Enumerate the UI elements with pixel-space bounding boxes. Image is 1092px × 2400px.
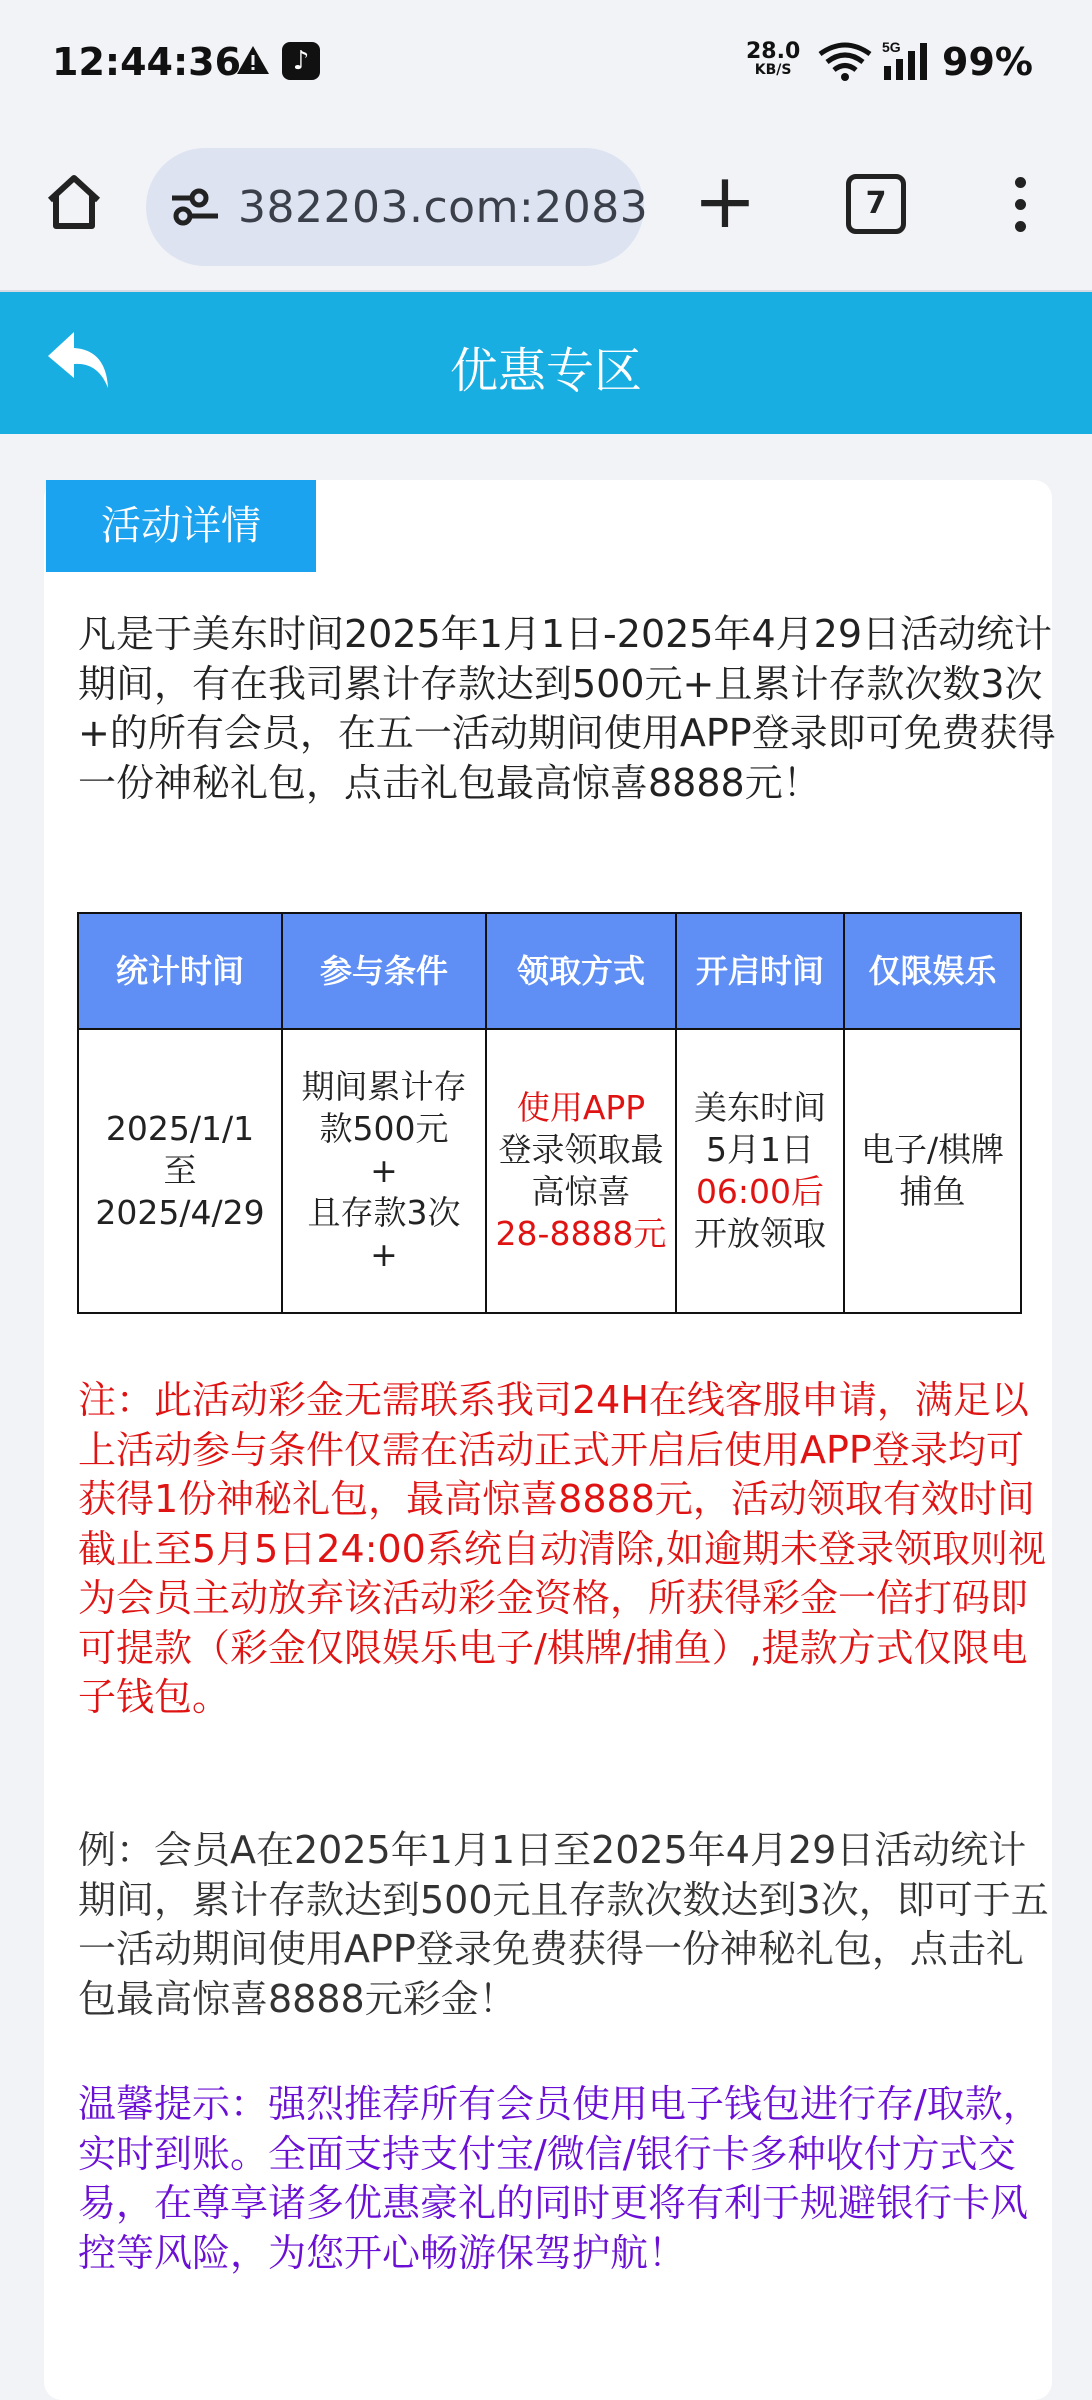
- page-header: [0, 292, 1092, 434]
- home-icon: [42, 170, 106, 234]
- table-cell-condition: 期间累计存款500元 + 且存款3次 +: [282, 1029, 486, 1313]
- example-text: 例：会员A在2025年1月1日至2025年4月29日活动统计期间，累计存款达到500元且存款次数达到3次，即可于五一活动期间使用APP登录免费获得一份神秘礼包，点击礼包最高惊喜8888元彩金！: [78, 1828, 1049, 2021]
- url-text[interactable]: 382203.com:2083: [238, 182, 649, 233]
- page-title: 优惠专区: [449, 343, 642, 399]
- section-tag: 活动详情: [46, 480, 316, 572]
- table-header: 统计时间: [78, 913, 282, 1029]
- browser-toolbar: [0, 130, 1092, 292]
- table-cell-entertainment: 电子/棋牌 捕鱼: [844, 1029, 1021, 1313]
- net-speed-value: 28.0: [746, 39, 801, 64]
- address-bar[interactable]: [146, 148, 649, 266]
- warning-icon: [236, 44, 270, 80]
- plus-icon: +: [693, 156, 757, 245]
- table-cell-period: 2025/1/1 至 2025/4/29: [78, 1029, 282, 1313]
- table-header: 开启时间: [676, 913, 844, 1029]
- table-cell-open-time: 美东时间 5月1日 06:00后 开放领取: [676, 1029, 844, 1313]
- new-tab-button[interactable]: [690, 156, 760, 245]
- battery-level: 99%: [942, 40, 1033, 84]
- home-button[interactable]: [42, 170, 106, 234]
- note-text: 注：此活动彩金无需联系我司24H在线客服申请，满足以上活动参与条件仅需在活动正式开启后使用APP登录均可获得1份神秘礼包，最高惊喜8888元，活动领取有效时间截止至5月5日24:00系统自动清除,如逾期未登录领取则视为会员主动放弃该活动彩金资格，所获得彩金一倍打码即可提款（彩金仅限娱乐电子/棋牌/捕鱼）,提款方式仅限电子钱包。: [78, 1378, 1046, 1719]
- tabs-button[interactable]: [846, 174, 906, 234]
- site-settings-icon[interactable]: [168, 184, 222, 234]
- net-speed: [746, 39, 801, 78]
- status-time: 12:44:36: [52, 40, 242, 84]
- promo-card: [44, 480, 1056, 2400]
- table-cell-claim: 使用APP 登录领取最高惊喜 28-8888元: [486, 1029, 676, 1313]
- tab-count: 7: [865, 186, 887, 221]
- table-row: [78, 1029, 1021, 1313]
- tiktok-icon: ♪: [282, 42, 320, 80]
- more-vert-icon[interactable]: [1000, 170, 1040, 250]
- activity-table: [77, 912, 1022, 1314]
- net-speed-unit: KB/S: [754, 62, 792, 78]
- signal-icon: [882, 40, 938, 88]
- wifi-icon: [818, 42, 872, 86]
- tip-text: 温馨提示：强烈推荐所有会员使用电子钱包进行存/取款，实时到账。全面支持支付宝/微信/银行卡多种收付方式交易，在尊享诸多优惠豪礼的同时更将有利于规避银行卡风控等风险，为您开心畅游保驾护航！: [78, 2082, 1041, 2275]
- table-header-row: [78, 913, 1021, 1029]
- status-bar: [0, 0, 1092, 130]
- table-header: 参与条件: [282, 913, 486, 1029]
- table-header: 仅限娱乐: [844, 913, 1021, 1029]
- intro-text: 凡是于美东时间2025年1月1日-2025年4月29日活动统计期间，有在我司累计存款达到500元+且累计存款次数3次+的所有会员，在五一活动期间使用APP登录即可免费获得一份神秘礼包，点击礼包最高惊喜8888元！: [78, 612, 1056, 805]
- table-header: 领取方式: [486, 913, 676, 1029]
- network-type: 5G: [882, 40, 901, 55]
